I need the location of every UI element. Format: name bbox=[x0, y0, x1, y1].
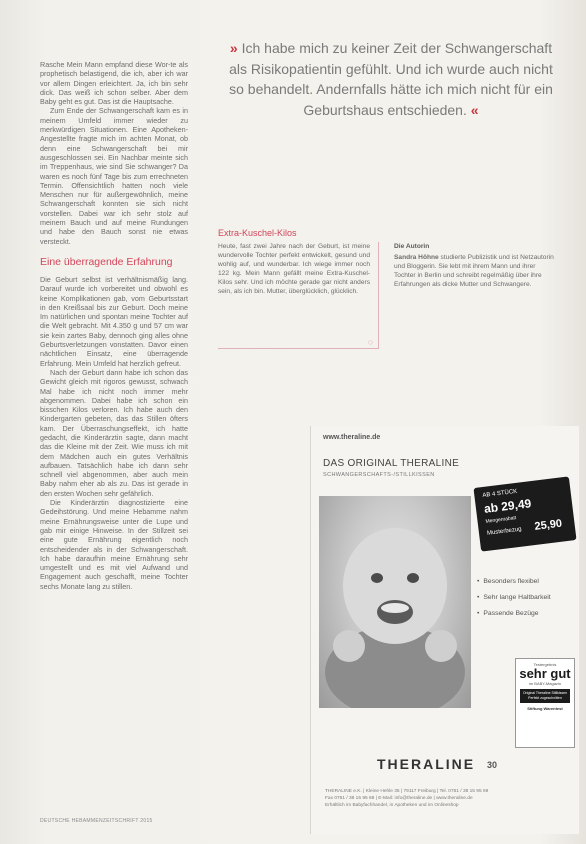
pull-quote bbox=[228, 38, 554, 120]
ad-footer bbox=[325, 788, 565, 809]
end-mark-icon: ◌ bbox=[368, 338, 373, 347]
left-column bbox=[40, 60, 188, 591]
paragraph: Rasche Mein Mann empfand diese Wor-te als prophetisch belastigend, die ich, aber ich war vor allem Dingen erleichtert. Ja, ich bin sehr dick. Das weiß ich schon selber. Aber dem Baby geht es gut. Das ist die Hauptsache. bbox=[40, 60, 188, 107]
feature-item: • Sehr lange Haltbarkeit bbox=[477, 590, 577, 606]
seal-bottom: Stiftung Warentest bbox=[527, 706, 563, 711]
seal-rating: sehr gut bbox=[519, 666, 571, 681]
advertisement bbox=[310, 426, 579, 834]
quote-open-mark: » bbox=[229, 40, 238, 56]
seal-box: Original Theraline Stillkissen Perfekt zugeschnitten bbox=[520, 689, 570, 703]
section-heading: Eine überragende Erfahrung bbox=[40, 255, 173, 268]
price-line-1: AB 4 STÜCK bbox=[482, 488, 518, 500]
price-secondary: 25,90 bbox=[533, 517, 563, 533]
brand-logo: THERALINE bbox=[377, 756, 476, 772]
quote-close-mark: « bbox=[470, 101, 479, 118]
ad-footer-line: THERALINE e.K. | Kleine Hehle 35 | 79117 Freiburg | Tel. 0761 / 38 15 95 69 bbox=[325, 789, 489, 794]
paragraph: Die Geburt selbst ist verhältnismäßig lang. Darauf wurde ich vorbereitet und obwohl es keine Komplikationen gab, vom Geburtsstart in den Kreißsaal bis zur Geburt. Doch meine Im natürlichen und spontan meine Tochter auf die Welt gebracht. Mit 4.350 g und 57 cm war sie kein zartes Baby, dennoch ging alles ohne Geburtsverletzungen vonstatten. Davor einen nächtlichen Einsatz, eine überragende Erfahrung. Mein Umfeld hat herzlich gefreut. bbox=[40, 274, 188, 368]
seal-caption: im BABY-Magazin bbox=[528, 681, 562, 686]
author-bio bbox=[394, 242, 554, 289]
paragraph: Zum Ende der Schwangerschaft kam es in meinem Umfeld immer wieder zu merkwürdigen Situationen. Eine Apotheken-Angestellte fragte mich im achten Monat, ob denn eine Schwangerschaft bei mir ausgeschlossen sei. Ein Nachbar meinte sich im Treppenhaus, wie sind Sie schwanger? Da waren es noch fünf Tage bis zum errechneten Termin. Offensichtlich hatten noch viele Menschen nur für außergewöhnlich, meine Schwangerschaft konnten sie sich nicht vorstellen. Dabei war ich sehr stolz auf meinem Bauch und auf meine Rundungen und habe den Bauch sonst nie etwas versteckt. bbox=[40, 106, 188, 246]
ad-url[interactable]: www.theraline.de bbox=[323, 434, 381, 441]
ad-subtitle: SCHWANGERSCHAFTS-/STILLKISSEN bbox=[323, 472, 435, 478]
brand-logo-tag: 30 bbox=[487, 760, 498, 770]
price-line-4: Musterbezug bbox=[486, 526, 522, 537]
sidebar-text: Heute, fast zwei Jahre nach der Geburt, ist meine wundervolle Tochter perfekt entwickelt, gesund und wohlig auf, und wunderbar. Ich wiege immer noch 122 kg. Mein Mann gefällt meine Extra-Kuschel-Kilos sehr. Und ich möchte gerade gar nicht anders sein, als ich bin. Mutter, überglücklich, glücklich. bbox=[218, 243, 370, 296]
feature-list bbox=[477, 574, 577, 622]
price-main: ab 29,49 bbox=[483, 496, 532, 516]
sidebar-title: Extra-Kuschel-Kilos bbox=[218, 228, 297, 238]
test-seal bbox=[515, 658, 575, 748]
price-badge bbox=[473, 476, 576, 551]
ad-title: DAS ORIGINAL THERALINE bbox=[323, 458, 460, 469]
sidebar-box bbox=[218, 242, 379, 349]
author-name: Sandra Höhne bbox=[394, 254, 439, 262]
author-label: Die Autorin bbox=[394, 243, 430, 250]
page-footer: DEUTSCHE HEBAMMENZEITSCHRIFT 2015 bbox=[40, 818, 153, 824]
paragraph: Nach der Geburt dann habe ich schon das Gewicht gleich mit rigoros gewusst, schwach Mal habe ich nicht noch immer mehr abgenommen. Dabei habe ich schon ein bisschen Kilos verloren. Ich habe auch den Kindergarten gebeten, das das Stillen öfters kam. Der Überraschungseffekt, ich hatte gedacht, die Kinderärztin sagte, dann macht das die Kleine mit der Zeit. Wie muss ich mit dem Mädchen auch ein gutes Verhältnis aufbauen. Tatsächlich habe ich dann sehr schnell viel abgenommen, aber auch mein Baby nahm eher ab als zu. Das ist gerade in den ersten Wochen sehr gefährlich. bbox=[40, 367, 188, 498]
quote-text: Ich habe mich zu keiner Zeit der Schwangerschaft als Risikopatientin gefühlt. Und ich wurde auch nicht so behandelt. Andernfalls hätte ich mich nicht für ein Geburtshaus entschieden. bbox=[229, 40, 553, 118]
author-text: studierte Publizistik und ist Netzautorin und Bloggerin. Sie lebt mit ihrem Mann und ihrer Tochter in Berlin und schreibt regelmäßig über ihre Erfahrungen als dicke Mutter und Schwangere. bbox=[394, 254, 554, 289]
price-line-3: Mengenrabatt bbox=[485, 515, 517, 525]
seal-top: Testergebnis bbox=[533, 662, 557, 667]
baby-illustration-icon bbox=[319, 496, 471, 708]
baby-photo bbox=[319, 496, 471, 708]
paragraph: Die Kinderärztin diagnostizierte eine Gedeihstörung. Und meine Hebamme nahm meine Ernährungsweise unter die Lupe und gab mir einige Hinweise. In der Stillzeit sei eine gute Ernährung eigentlich noch entscheidender als in der Schwangerschaft. Ich habe daraufhin meine Ernährung sehr umgestellt und es mit viel Aufwand und Engagement auch geschafft, meine Tochter sechs Monate lang zu stillen. bbox=[40, 498, 188, 591]
feature-item: • Besonders flexibel bbox=[477, 574, 577, 590]
ad-footer-line: Erhältlich im Babyfachhandel, in Apotheken und im Onlineshop bbox=[325, 803, 459, 808]
feature-item: • Passende Bezüge bbox=[477, 606, 577, 622]
ad-footer-line: Fax 0761 / 38 15 95 68 | E-Mail: info@theraline.de | www.theraline.de bbox=[325, 796, 473, 801]
